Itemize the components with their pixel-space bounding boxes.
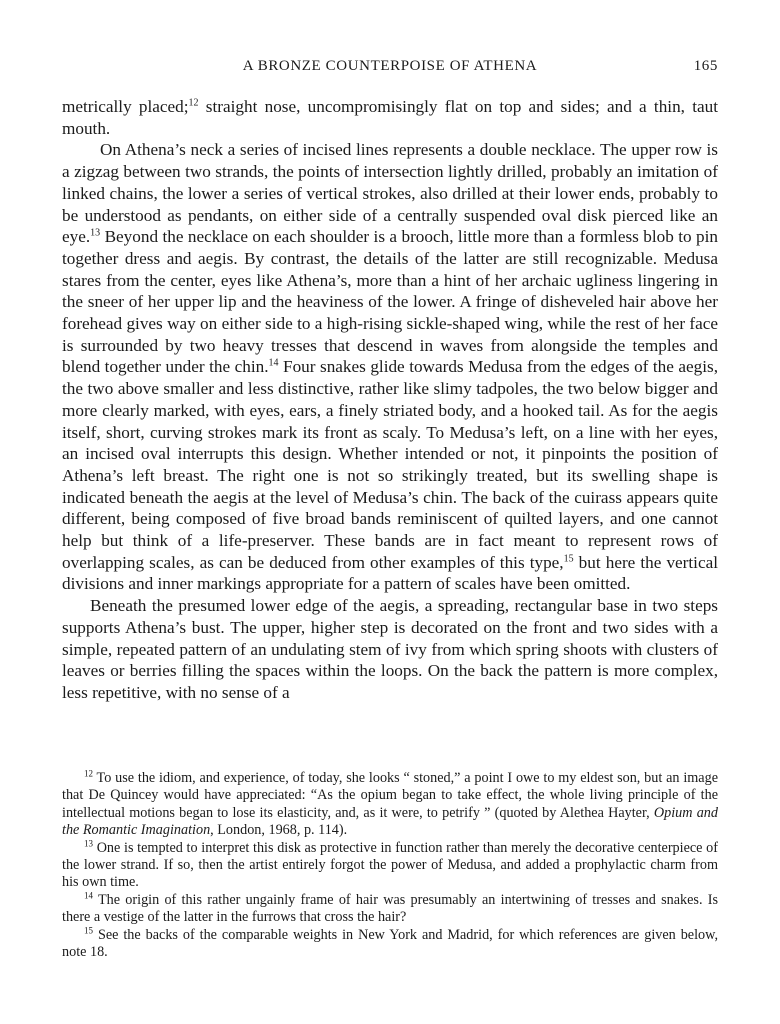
footnote-ref-13[interactable]: 13 (90, 227, 101, 239)
paragraph-3: Beneath the presumed lower edge of the aegis, a spreading, rectangular base in two steps supports Athena’s bust. The upper, higher step is decorated on the front and two sides with a simple, repeated pattern of an undulating stem of ivy from which spring shoots with clusters of leaves or berries filling the spaces within the loops. On the back the pattern is more complex, less repetitive, with no sense of a (62, 596, 718, 702)
paragraph-2-text-c: Four snakes glide towards Medusa from the edges of the aegis, the two above smaller and less distinctive, rather like slimy tadpoles, the two below bigger and more clearly marked, with eyes, ears, a finely striated body, and a hooked tail. As for the aegis itself, short, curving strokes mark its front as scaly. To Medusa’s left, on a line with her eyes, an incised oval interrupts this design. Whether intended or not, it pinpoints the position of Athena’s left breast. The right one is not so strikingly treated, but its swelling shape is indicated beneath the aegis at the level of Medusa’s chin. The back of the cuirass appears quite different, being composed of five broad bands reminiscent of quilted layers, and one cannot help but think of a life-preserver. These bands are in fact meant to represent rows of overlapping scales, as can be deduced from other examples of this type, (62, 357, 718, 572)
running-head (62, 58, 718, 82)
paragraph-1-text-b: straight nose, uncompromisingly flat on top and sides; and a thin, taut mouth. (62, 97, 718, 138)
footnote-12-number: 12 (84, 768, 93, 779)
footnote-12-text-a: To use the idiom, and experience, of today, she looks “ stoned,” a point I owe to my eldest son, but an image that De Quincey would have appreciated: “As the opium began to take effect, the whole living principle of the intellectual motions began to lose its elasticity, and, as it were, to petrify ” (quoted by Alethea Hayter, (62, 770, 718, 821)
book-title: Opium and the Romantic Imagination (62, 804, 718, 839)
paragraph-2-text-d: but here the vertical divisions and inner markings appropriate for a pattern of scales have been omitted. (62, 552, 718, 594)
footnote-13-number: 13 (84, 837, 93, 848)
paragraph-2-text-b: Beyond the necklace on each shoulder is a brooch, little more than a formless blob to pin together dress and aegis. By contrast, the details of the latter are still recognizable. Medusa stares from the center, eyes like Athena’s, more than a hint of her archaic ugliness lingering in the sneer of her upper lip and the heaviness of the lower. A fringe of disheveled hair above her forehead gives way on either side to a high-rising sickle-shaped wing, while the rest of her face is surrounded by two heavy tresses that descend in waves from alongside the temples and blend together under the chin. (62, 227, 718, 377)
body-text (62, 96, 718, 704)
footnote-ref-14[interactable]: 14 (268, 357, 279, 369)
paragraph-1-text-a: metrically placed; (62, 97, 189, 116)
footnote-13 (62, 837, 718, 892)
footnote-ref-12[interactable]: 12 (188, 97, 199, 109)
footnote-15-number: 15 (84, 924, 93, 935)
paragraph-1 (62, 96, 718, 139)
footnotes (62, 770, 718, 961)
paragraph-2 (62, 139, 718, 595)
page-number: 165 (693, 58, 718, 74)
paragraph-2-text-a: On Athena’s neck a series of incised lines represents a double necklace. The upper row is a zigzag between two strands, the points of intersection lightly drilled, probably an imitation of linked chains, the lower a series of vertical strokes, also drilled at their lower ends, probably to be understood as pendants, on either side of a centrally suspended oval disk pierced like an eye. (62, 140, 718, 247)
footnote-12-text-b: , London, 1968, p. 114). (210, 822, 348, 839)
footnote-15-text: See the backs of the comparable weights in New York and Madrid, for which references are given below, note 18. (62, 926, 718, 961)
footnote-12 (62, 770, 718, 840)
footnote-14-number: 14 (84, 890, 93, 901)
footnote-13-text: One is tempted to interpret this disk as protective in function rather than merely the decorative centerpiece of the lower strand. If so, then the artist entirely forgot the power of Medusa, and added a prophylactic charm from his own time. (62, 839, 718, 891)
footnote-ref-15[interactable]: 15 (563, 553, 574, 565)
footnote-15 (62, 924, 718, 962)
running-title: A BRONZE COUNTERPOISE OF ATHENA (242, 58, 538, 74)
footnote-14-text: The origin of this rather ungainly frame of hair was presumably an intertwining of tresses and snakes. Is there a vestige of the latter in the furrows that cross the hair? (62, 891, 718, 926)
footnote-14 (62, 892, 718, 927)
